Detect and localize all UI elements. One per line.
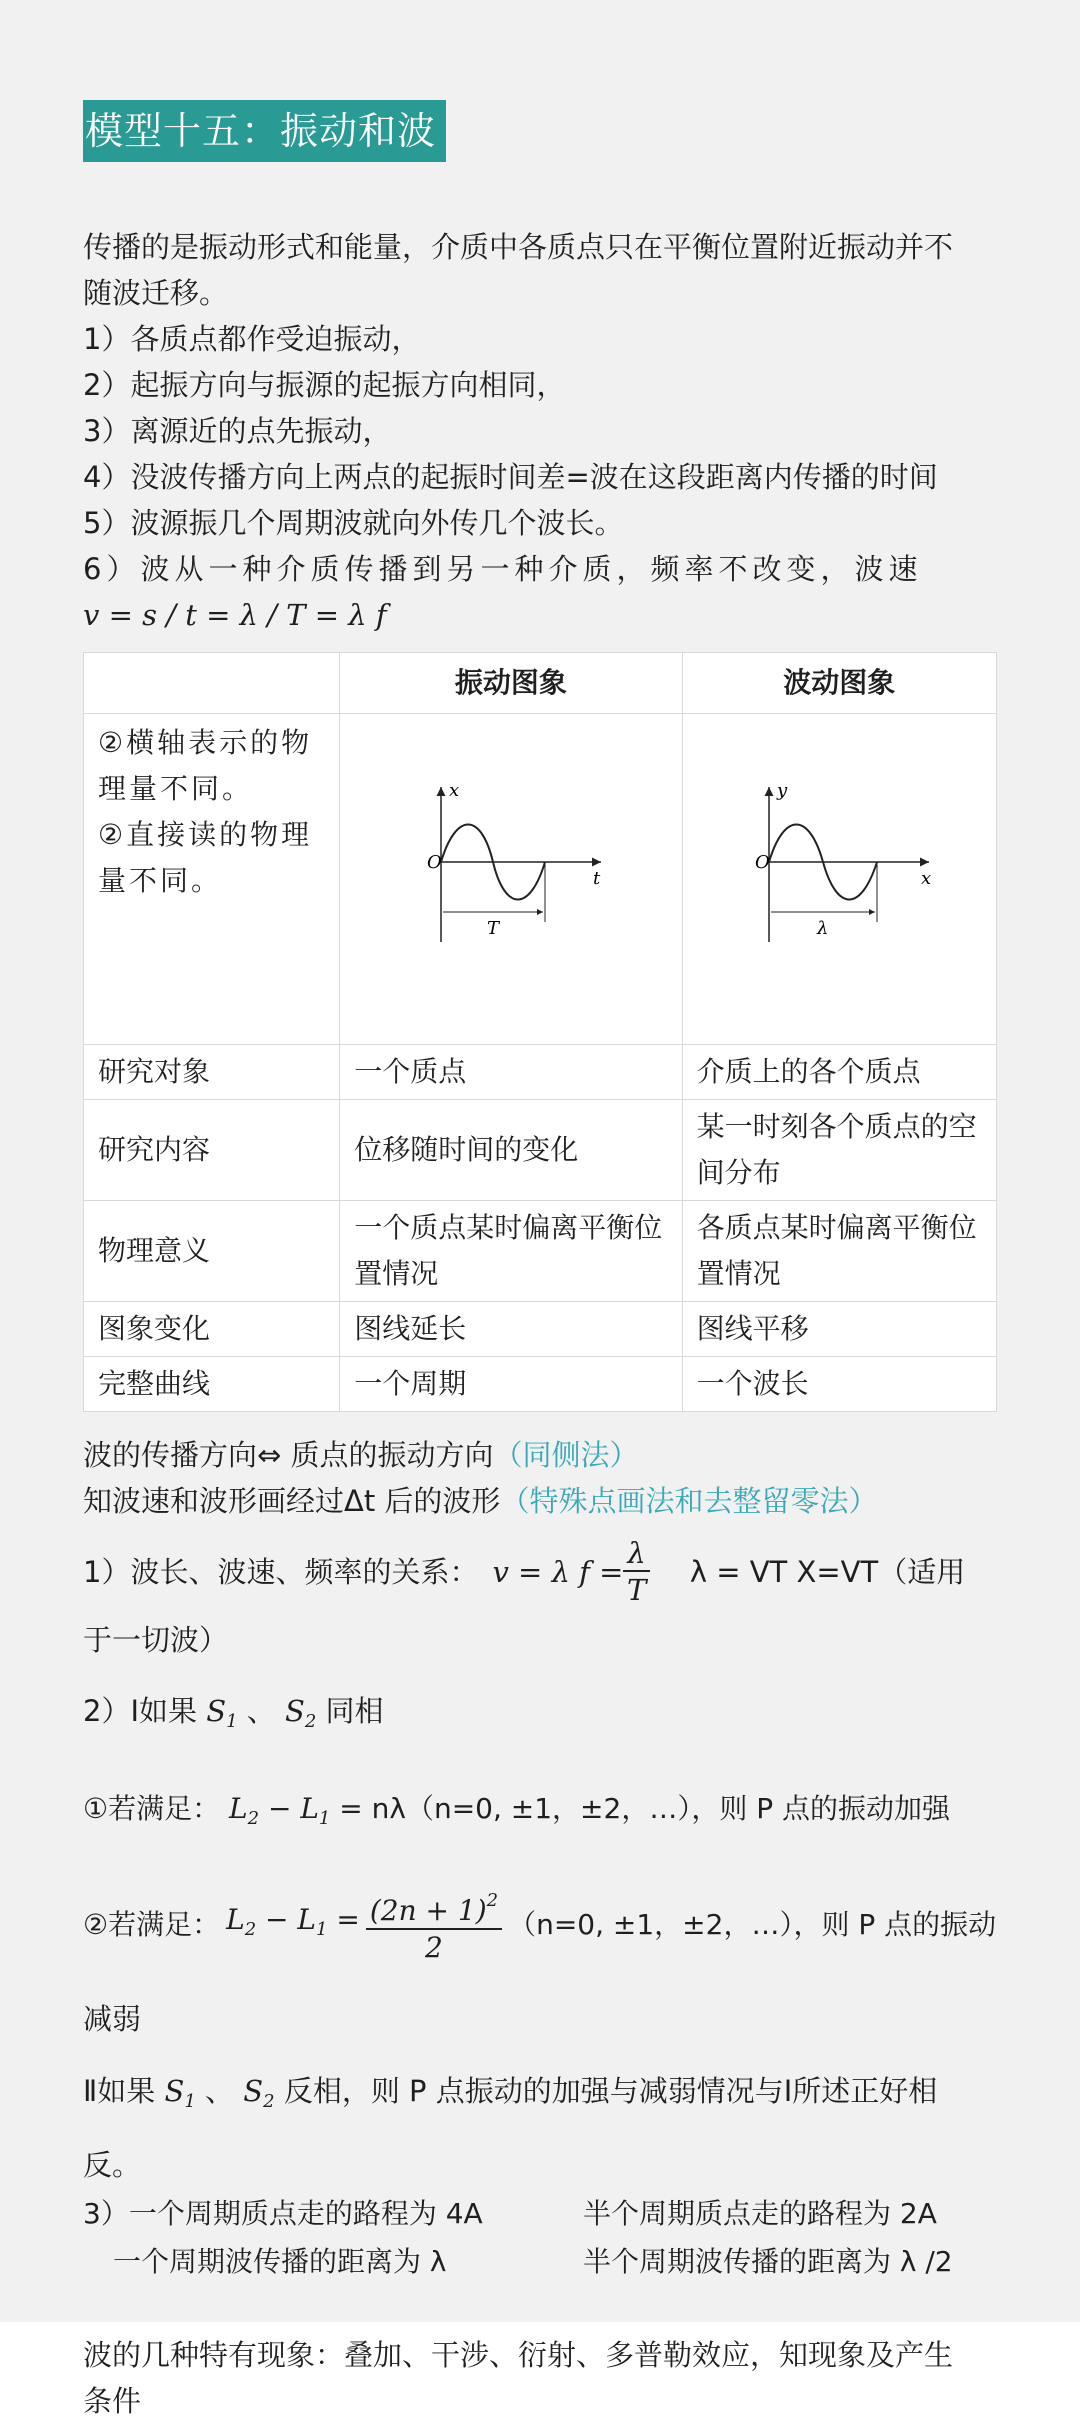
footer-text (83, 2332, 1003, 2424)
in-phase-head: 2）Ⅰ如果 (83, 1694, 198, 1728)
condition-2-cont: 减弱 (83, 2002, 142, 2036)
intro-item: 1）各质点都作受迫振动， (83, 322, 421, 356)
intro-item: 5）波源振几个周期波就向外传几个波长。 (83, 506, 624, 540)
fraction-denominator: T (626, 1573, 647, 1607)
note-line: 量不同。 (98, 864, 223, 897)
note-line: ②横轴表示的物 (98, 726, 313, 759)
table-row (84, 1302, 997, 1357)
interference-heading: 2）Ⅰ如果 $S_1$ 、 $S_2$ 同相 (83, 1694, 384, 1732)
condition-1-prefix: ①若满足： (83, 1792, 221, 1825)
wave-distance-half: 半个周期波传播的距离为 λ /2 (583, 2245, 953, 2278)
row-label: 完整曲线 (84, 1357, 340, 1412)
direction-text: 波的传播方向⇔ 质点的振动方向 (83, 1438, 494, 1472)
fraction-numerator: (2n + 1) (369, 1894, 487, 1927)
row-wave: 图线平移 (682, 1302, 996, 1357)
intro-line: 随波迁移。 (83, 276, 229, 310)
anti-phase-cont: 反。 (83, 2148, 142, 2182)
relation-line (83, 1536, 1003, 1608)
table-row (84, 1201, 997, 1302)
wave-speed-formula: v = s / t = λ / T = λ f (83, 598, 387, 632)
row-vib: 一个质点某时偏离平衡位置情况 (340, 1201, 682, 1302)
intro-item: 3）离源近的点先振动， (83, 414, 392, 448)
relation-cont: 于一切波） (83, 1623, 229, 1657)
x-axis-label: t (592, 868, 601, 889)
intro-line: 传播的是振动形式和能量，介质中各质点只在平衡位置附近振动并不 (83, 230, 954, 264)
period-path-full: 3）一个周期质点走的路程为 4A (83, 2197, 483, 2230)
intro-item: 4）没波传播方向上两点的起振时间差=波在这段距离内传播的时间 (83, 460, 938, 494)
fraction-numerator: λ (623, 1536, 649, 1572)
relation-rest: λ = VT X=VT（适用 (689, 1555, 966, 1589)
row-label: 图象变化 (84, 1302, 340, 1357)
half-odd-fraction: $\frac{(2n + 1)^2}{2}$ (366, 1884, 502, 1966)
row-vib: 一个质点 (340, 1045, 682, 1100)
in-phase-tail: 同相 (325, 1694, 384, 1728)
same-side-method: （同侧法） (493, 1438, 639, 1472)
row-vib: 图线延长 (340, 1302, 682, 1357)
row-wave: 一个波长 (682, 1357, 996, 1412)
condition-2-rest: （n=0, ±1，±2，…），则 P 点的振动 (508, 1908, 997, 1941)
relation-formula: v = λ f = (492, 1555, 624, 1589)
vibration-graph (411, 772, 611, 972)
wave-graph (739, 772, 939, 972)
table-header-cell: 波动图象 (682, 653, 996, 714)
comparison-table (83, 652, 997, 1412)
condition-weaken: ②若满足： $L_2 - L_1$ = $\frac{(2n + 1)^2}{2}$ （n=0, ±1，±2，…），则 P 点的振动 (83, 1884, 1003, 1966)
note-line: 理量不同。 (98, 772, 254, 805)
page-title: 模型十五：振动和波 (83, 100, 446, 162)
lambda-over-t (623, 1536, 649, 1608)
intro-section (83, 224, 1003, 638)
waveform-text: 知波速和波形画经过Δt 后的波形 (83, 1484, 501, 1518)
relation-label: 1）波长、波速、频率的关系： (83, 1555, 479, 1589)
origin-label: O (755, 852, 771, 873)
direction-line (83, 1432, 1003, 1478)
vibration-graph-cell (340, 714, 682, 1045)
row-wave: 介质上的各个质点 (682, 1045, 996, 1100)
row-vib: 一个周期 (340, 1357, 682, 1412)
footer-band (0, 2322, 1080, 2429)
wave-distance-full: 一个周期波传播的距离为 λ (113, 2245, 447, 2278)
y-axis-label: y (777, 780, 788, 801)
row-vib: 位移随时间的变化 (340, 1100, 682, 1201)
period-distance-section (83, 2190, 1003, 2286)
table-row (84, 1045, 997, 1100)
anti-phase-head: Ⅱ如果 (83, 2074, 156, 2108)
intro-item: 6）波从一种介质传播到另一种介质，频率不改变，波速 (83, 552, 923, 586)
condition-strengthen: ①若满足： $L_2 - L_1 = n\lambda(n=0$, ±1，±2，…），则 P 点的振动加强 (83, 1792, 951, 1829)
origin-label: O (426, 852, 442, 873)
period-row (83, 2190, 1003, 2238)
special-point-method: （特殊点画法和去整留零法） (500, 1484, 878, 1518)
table-header-cell: 振动图象 (340, 653, 682, 714)
condition-1-rest: = nλ（n=0, ±1，±2，…），则 P 点的振动加强 (339, 1792, 951, 1825)
table-header-row (84, 653, 997, 714)
row-wave: 各质点某时偏离平衡位置情况 (682, 1201, 996, 1302)
y-axis-label: x (448, 780, 460, 801)
intro-item: 2）起振方向与振源的起振方向相同， (83, 368, 566, 402)
footer-line: 条件 (83, 2384, 142, 2418)
period-path-half: 半个周期质点走的路程为 2A (583, 2197, 937, 2230)
row-label: 研究内容 (84, 1100, 340, 1201)
anti-phase-rest: 反相，则 P 点振动的加强与减弱情况与Ⅰ所述正好相 (283, 2074, 938, 2108)
x-axis-label: x (921, 868, 932, 889)
waveform-line (83, 1478, 1003, 1524)
wavelength-label: λ (817, 918, 829, 939)
fraction-denominator: 2 (425, 1931, 443, 1964)
relation-section (83, 1536, 1003, 1668)
period-label: T (486, 918, 499, 939)
row-label: 研究对象 (84, 1045, 340, 1100)
row-label: 物理意义 (84, 1201, 340, 1302)
table-header-cell (84, 653, 340, 714)
note-line: ②直接读的物理 (98, 818, 313, 851)
graph-row (84, 714, 997, 1045)
row-wave: 某一时刻各个质点的空间分布 (682, 1100, 996, 1201)
propagation-section (83, 1432, 1003, 1524)
condition-2-prefix: ②若满足： (83, 1908, 221, 1941)
table-row (84, 1357, 997, 1412)
footer-line: 波的几种特有现象：叠加、干涉、衍射、多普勒效应，知现象及产生 (83, 2338, 954, 2372)
anti-phase-line: Ⅱ如果 $S_1$ 、 $S_2$ 反相，则 P 点振动的加强与减弱情况与Ⅰ所述正好相 (83, 2074, 938, 2112)
wave-graph-cell (682, 714, 996, 1045)
table-row (84, 1100, 997, 1201)
period-row (83, 2238, 1003, 2286)
graph-note (84, 714, 340, 1045)
